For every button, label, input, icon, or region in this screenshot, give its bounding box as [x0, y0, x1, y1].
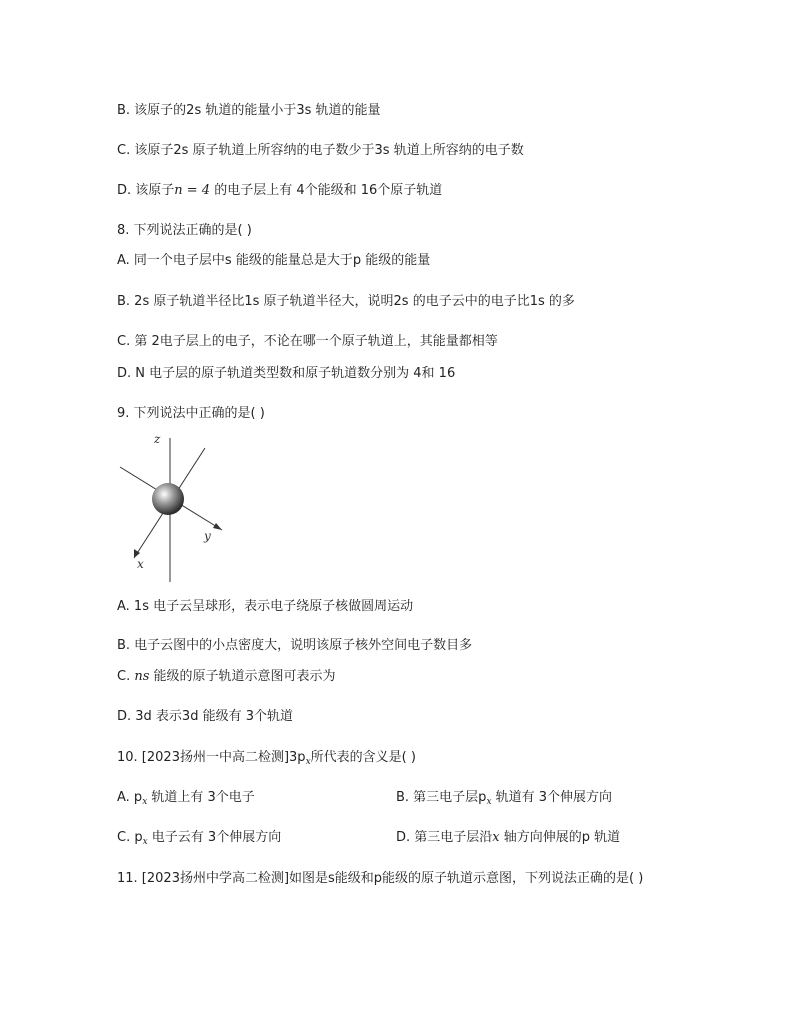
- s-orbital-figure: [110, 430, 240, 585]
- q9-option-a: A. 1s 电子云呈球形，表示电子绕原子核做圆周运动: [117, 599, 414, 614]
- q11-stem: 11. [2023扬州中学高二检测]如图是s能级和p能级的原子轨道示意图，下列说法正确的是( ): [117, 871, 644, 886]
- x-axis-label: x: [137, 557, 144, 571]
- q10-option-c-suffix: 电子云有 3个伸展方向: [147, 830, 282, 845]
- q7-option-d-prefix: D. 该原子: [117, 183, 175, 198]
- q8-option-a: A. 同一个电子层中s 能级的能量总是大于p 能级的能量: [117, 253, 431, 268]
- q9-option-c-suffix: 能级的原子轨道示意图可表示为: [149, 669, 336, 684]
- y-axis-arrow: [213, 523, 222, 530]
- q10-option-d-x: x: [492, 830, 500, 845]
- q10-stem: [117, 749, 416, 771]
- q9-option-d: D. 3d 表示3d 能级有 3个轨道: [117, 709, 293, 724]
- y-axis-label: y: [204, 529, 211, 543]
- q7-option-c: C. 该原子2s 原子轨道上所容纳的电子数少于3s 轨道上所容纳的电子数: [117, 143, 524, 158]
- q9-stem: 9. 下列说法中正确的是( ): [117, 406, 265, 421]
- q7-option-d: [117, 182, 442, 200]
- z-axis-label: z: [154, 432, 161, 446]
- q7-option-d-suffix: 的电子层上有 4个能级和 16个原子轨道: [210, 183, 443, 198]
- q10-option-a-sub: x: [142, 797, 148, 807]
- q10-option-c-sub: x: [142, 837, 148, 847]
- q10-option-a-suffix: 轨道上有 3个电子: [147, 790, 255, 805]
- q10-option-d: [396, 829, 620, 847]
- q10-option-b-suffix: 轨道有 3个伸展方向: [491, 790, 613, 805]
- q8-stem: 8. 下列说法正确的是( ): [117, 223, 252, 238]
- q8-option-d: D. N 电子层的原子轨道类型数和原子轨道数分别为 4和 16: [117, 366, 456, 381]
- q9-option-b: B. 电子云图中的小点密度大，说明该原子核外空间电子数目多: [117, 638, 473, 653]
- q10-stem-prefix: 10. [2023扬州一中高二检测]3p: [117, 750, 306, 765]
- q7-option-b: B. 该原子的2s 轨道的能量小于3s 轨道的能量: [117, 103, 381, 118]
- q9-option-c: [117, 668, 336, 686]
- q10-option-d-prefix: D. 第三电子层沿: [396, 830, 493, 845]
- s-orbital-sphere: [152, 483, 184, 515]
- q10-stem-suffix: 所代表的含义是( ): [310, 750, 416, 765]
- q10-option-c: [117, 829, 281, 851]
- q10-option-b: [396, 789, 612, 811]
- q10-option-c-prefix: C. p: [117, 830, 143, 845]
- q10-option-b-sub: x: [486, 797, 492, 807]
- q10-option-a: [117, 789, 255, 811]
- q9-option-c-prefix: C.: [117, 669, 135, 684]
- q10-option-b-prefix: B. 第三电子层p: [396, 790, 487, 805]
- q10-option-a-prefix: A. p: [117, 790, 143, 805]
- q10-option-d-suffix: 轴方向伸展的p 轨道: [499, 830, 621, 845]
- q9-option-c-ns: ns: [134, 669, 150, 684]
- q10-stem-sub: x: [305, 757, 311, 767]
- q8-option-b: B. 2s 原子轨道半径比1s 原子轨道半径大，说明2s 的电子云中的电子比1s 的多: [117, 294, 575, 309]
- q7-option-d-math: n = 4: [174, 183, 211, 198]
- q8-option-c: C. 第 2电子层上的电子，不论在哪一个原子轨道上，其能量都相等: [117, 334, 498, 349]
